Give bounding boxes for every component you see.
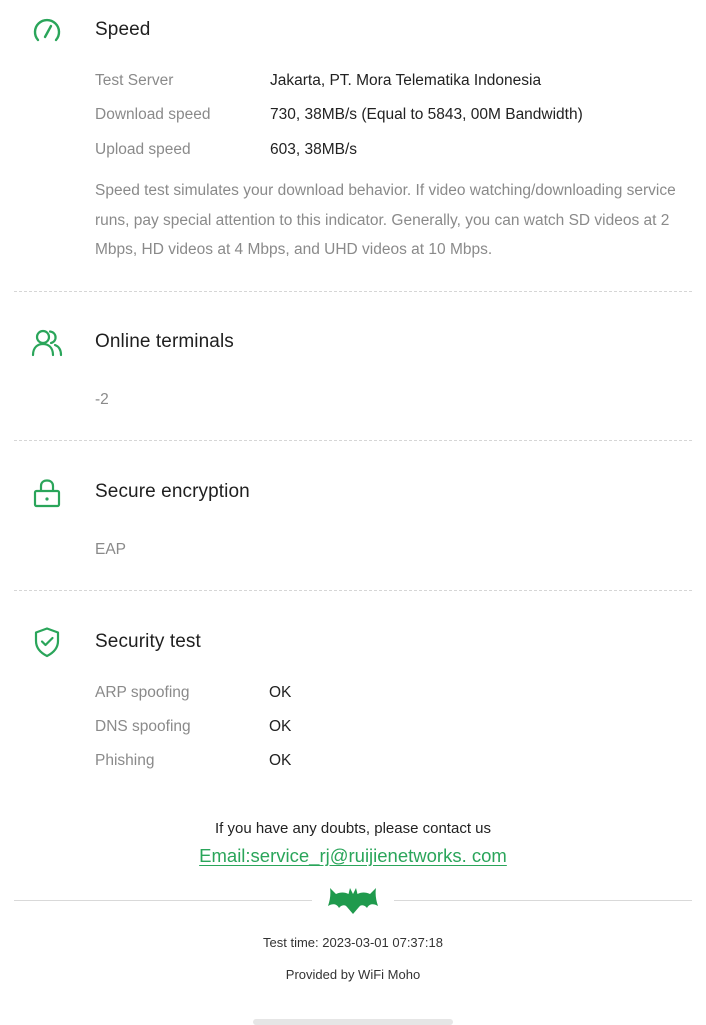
dns-spoofing-label: DNS spoofing xyxy=(95,718,191,735)
footer-rule-left xyxy=(14,900,312,901)
phishing-label: Phishing xyxy=(95,752,155,769)
footer-rule-right xyxy=(394,900,692,901)
lock-icon xyxy=(30,476,64,510)
dns-spoofing-value: OK xyxy=(269,718,292,735)
test-server-label: Test Server xyxy=(95,72,174,89)
test-server-value: Jakarta, PT. Mora Telematika Indonesia xyxy=(270,72,542,89)
users-icon xyxy=(30,326,64,360)
shield-check-icon xyxy=(30,625,64,659)
download-speed-value: 730, 38MB/s (Equal to 5843, 00M Bandwidth) xyxy=(270,106,583,123)
contact-email-link[interactable]: Email:service_rj@ruijienetworks. com xyxy=(199,845,507,866)
security-test-title: Security test xyxy=(95,631,201,652)
provided-by: Provided by WiFi Moho xyxy=(285,967,421,982)
speed-title: Speed xyxy=(95,19,151,40)
upload-speed-value: 603, 38MB/s xyxy=(270,141,358,158)
online-terminals-value: -2 xyxy=(95,391,109,408)
contact-text: If you have any doubts, please contact us xyxy=(214,820,491,837)
section-divider xyxy=(14,590,692,591)
section-divider xyxy=(14,440,692,441)
section-divider xyxy=(14,291,692,292)
arp-spoofing-label: ARP spoofing xyxy=(95,684,190,701)
speed-description: Speed test simulates your download behavior. If video watching/downloading service runs, pay special attention to this indicator. Generally, you can watch SD videos at 2 Mbps, HD videos at 4 Mbps, and UHD videos at 10 Mbps. xyxy=(95,182,676,258)
speedometer-icon xyxy=(30,14,64,48)
secure-encryption-value: EAP xyxy=(95,541,127,558)
contact-email-row xyxy=(0,845,706,867)
secure-encryption-title: Secure encryption xyxy=(95,481,250,502)
download-speed-label: Download speed xyxy=(95,106,211,123)
upload-speed-label: Upload speed xyxy=(95,141,191,158)
phishing-value: OK xyxy=(269,752,292,769)
test-time: Test time: 2023-03-01 07:37:18 xyxy=(263,935,443,950)
online-terminals-title: Online terminals xyxy=(95,331,234,352)
home-indicator[interactable] xyxy=(253,1019,453,1025)
arp-spoofing-value: OK xyxy=(269,684,292,701)
bat-logo-icon xyxy=(328,884,378,916)
